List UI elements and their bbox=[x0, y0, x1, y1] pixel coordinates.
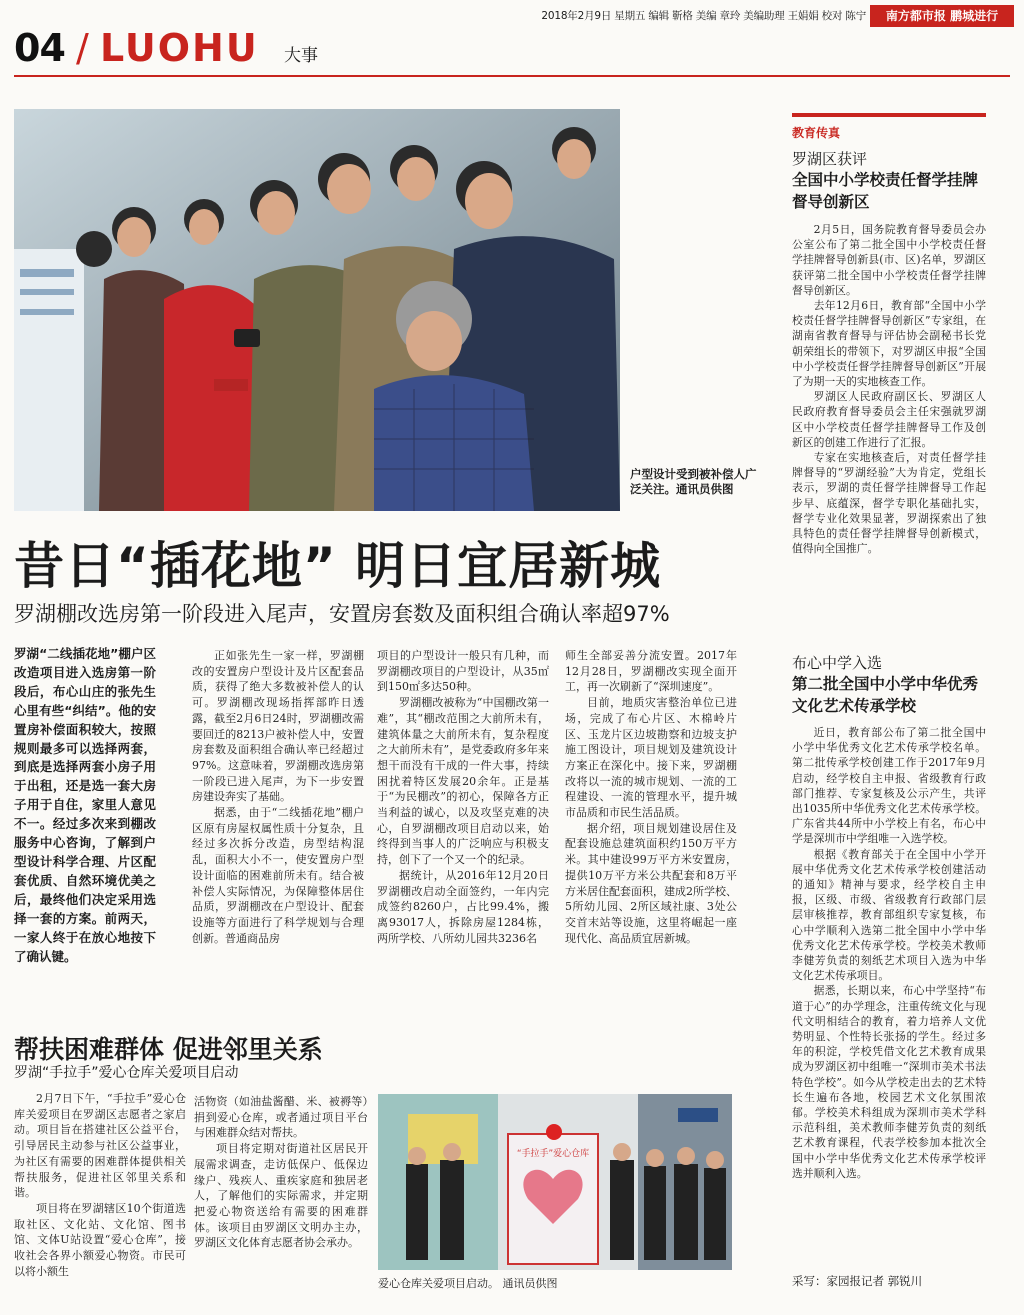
second-story-headline: 帮扶困难群体 促进邻里关系 bbox=[14, 1035, 323, 1064]
paragraph: 罗湖棚改被称为“中国棚改第一难”，其“棚改范围之大前所未有，建筑体量之大前所未有，复杂程度之大前所未有”，是党委政府多年来想干而没有干成的一件大事，持续困扰着特区发展20余年。正是基于“为民棚改”的初心，保障各方正当利益的诚心，以及攻坚克难的决心，自罗湖棚改项目启动以来，始终得到当事人的广泛响应与积极支持，创下了一个又一个的纪录。 bbox=[377, 696, 549, 867]
sidebar-item2-body bbox=[792, 725, 986, 1181]
article-column-3 bbox=[565, 648, 737, 946]
main-subheadline: 罗湖棚改选房第一阶段进入尾声，安置房套数及面积组合确认率超97% bbox=[14, 602, 670, 626]
paragraph: 正如张先生一家一样，罗湖棚改的安置房户型设计及片区配套品质，获得了绝大多数被补偿人的认可。罗湖棚改现场指挥部昨日透露，截至2月6日24时，罗湖棚改需要回迁的8213户被补偿人中，安置房套数及面积组合确认率已经超过97%。这意味着，罗湖棚改选房第一阶段已进入尾声，为下一步安置房建设奔实了基础。 bbox=[192, 649, 364, 804]
paragraph: 根据《教育部关于在全国中小学开展中华优秀文化艺术传承学校创建活动的通知》精神与要求，经学校自主申报，区级、市级、省级教育行政部门层层审核推荐，教育部组织专家复核，布心中学顺利入选第二批全国中小学中华优秀文化艺术传承学校。学校美术教师李健芳负责的刻纸艺术项目入选为中华文化艺术传承项目。 bbox=[792, 847, 986, 983]
second-story-column-1 bbox=[14, 1091, 186, 1279]
sidebar-item2-pretitle: 布心中学入选 bbox=[792, 654, 883, 672]
paragraph: 项目的户型设计一般只有几种，而罗湖棚改项目的户型设计，从35㎡到150㎡多达50种。 bbox=[377, 649, 549, 694]
main-photo bbox=[14, 109, 620, 511]
paragraph: 项目将定期对街道社区居民开展需求调查，走访低保户、低保边缘户、残疾人、重疾家庭和独居老人，了解他们的实际需求，并定期把爱心物资送给有需要的困难群体。该项目由罗湖区文明办主办，罗湖区文化体育志愿者协会承办。 bbox=[194, 1142, 368, 1250]
paragraph: 据悉，由于“二线插花地”棚户区原有房屋权属性质十分复杂，且经过多次拆分改造，房型结构混乱，面积大小不一，使安置房户型设计面临的困难前所未有。结合被补偿人实际情况，为保障整体居住品质，罗湖棚改在户型设计、配套设施等方面进行了科学规划与合理创新。普通商品房 bbox=[192, 806, 364, 945]
header-rule bbox=[14, 75, 1010, 77]
main-photo-caption: 户型设计受到被补偿人广泛关注。通讯员供图 bbox=[630, 467, 757, 496]
page-number: 04 bbox=[14, 26, 65, 70]
sidebar-item1-body bbox=[792, 222, 986, 556]
sidebar-item2-title: 第二批全国中小学中华优秀文化艺术传承学校 bbox=[792, 675, 979, 715]
sidebar-byline: 采写：家园报记者 郭锐川 bbox=[792, 1274, 923, 1288]
paragraph: 罗湖区人民政府副区长、罗湖区人民政府教育督导委员会主任宋强就罗湖区中小学校责任督学挂牌督导工作及创新区的创建工作进行了汇报。 bbox=[792, 390, 986, 449]
event-photo-caption: 爱心仓库关爱项目启动。 通讯员供图 bbox=[378, 1277, 558, 1290]
paragraph: 据介绍，项目规划建设居住及配套设施总建筑面积约150万平方米。其中建设99万平方米安置房，提供10万平方米公共配套和8万平方米居住配套面积，建成2所学校、5所幼儿园、2所区域社康、3处公交首末站等设施，这里将崛起一座现代化、高品质宜居新城。 bbox=[565, 821, 737, 945]
paragraph: 活物资（如油盐酱醋、米、被褥等）捐到爱心仓库，或者通过项目平台与困难群众结对帮扶。 bbox=[194, 1095, 368, 1140]
section-name: LUOHU bbox=[100, 26, 259, 70]
event-photo bbox=[378, 1094, 732, 1270]
paragraph: 专家在实地核查后，对责任督学挂牌督导的“罗湖经验”大为肯定，党组长表示，罗湖的责任督学挂牌督导工作起步早、底蕴深，督学专职化基础扎实，督学专业化效果显著，罗湖探索出了独具特色的责任督学挂牌督导创新模式，值得向全国推广。 bbox=[792, 451, 986, 556]
header-meta: 2018年2月9日 星期五 编辑 靳格 美编 章玲 美编助理 王娟娟 校对 陈宁 bbox=[541, 10, 866, 22]
page-slash: / bbox=[76, 26, 89, 70]
sidebar-rule bbox=[792, 113, 986, 117]
ceremony-photo-illustration bbox=[378, 1094, 732, 1270]
section-subtitle: 大事 bbox=[284, 46, 318, 66]
paragraph: 据统计，从2016年12月20日罗湖棚改启动全面签约，一年内完成签约8260户，占比99.4%，搬离93017人，拆除房屋1284栋，两所学校、八所幼儿园共3236名 bbox=[377, 868, 549, 945]
second-story-column-2 bbox=[194, 1094, 368, 1251]
article-column-2 bbox=[377, 648, 549, 946]
paragraph: 2月5日，国务院教育督导委员会办公室公布了第二批全国中小学校责任督学挂牌督导创新县(市、区)名单，罗湖区获评第二批全国中小学校责任督学挂牌督导创新区。 bbox=[792, 223, 986, 297]
newspaper-logo: 南方都市报 鹏城进行 bbox=[870, 5, 1014, 27]
paragraph: 近日，教育部公布了第二批全国中小学中华优秀文化艺术传承学校名单。第二批传承学校创建工作于2017年9月启动，经学校自主申报、省级教育行政部门推荐、专家复核及公示产生，共评出1035所中华优秀文化艺术传承学校。广东省共44所中小学校上有名，布心中学是深圳市中学组唯一入选学校。 bbox=[792, 726, 986, 846]
lead-paragraph: 罗湖“二线插花地”棚户区改造项目进入选房第一阶段后，布心山庄的张先生心里有些“纠结”。他的安置房补偿面积较大，按照规则最多可以选择两套，到底是选择两套小房子用于出租，还是选一套大房子用于自住，家里人意见不一。经过多次来到棚改服务中心咨询，了解到户型设计科学合理、片区配套优质、自然环境优美之后，最终他们决定采用选择一套的方案。前两天，一家人终于在放心地按下了确认键。 bbox=[14, 646, 156, 964]
second-story-subheadline: 罗湖“手拉手”爱心仓库关爱项目启动 bbox=[14, 1065, 239, 1081]
article-column-1 bbox=[192, 648, 364, 946]
paragraph: 去年12月6日，教育部“全国中小学校责任督学挂牌督导创新区”专家组，在湖南省教育督导与评估协会副秘书长党朝荣组长的带领下，对罗湖区申报“全国中小学校责任督学挂牌督导创新区”开展了为期一天的实地核查工作。 bbox=[792, 299, 986, 389]
sidebar-item1-pretitle: 罗湖区获评 bbox=[792, 150, 868, 168]
sidebar-item1-title: 全国中小学校责任督学挂牌督导创新区 bbox=[792, 171, 979, 211]
sidebar-kicker: 教育传真 bbox=[792, 126, 841, 140]
event-sign-text: “手拉手”爱心仓库 bbox=[516, 1149, 590, 1159]
crowd-photo-illustration bbox=[14, 109, 620, 511]
paragraph: 据悉，长期以来，布心中学坚持“布道于心”的办学理念，注重传统文化与现代文明相结合的教育，着力培养人文优势明显、个性特长张扬的学生。经过多年的积淀，学校凭借文化艺术教育成果成为罗湖区初中组唯一“深圳市美术书法特色学校”。如今从学校走出去的艺术特长生遍布各地，校园艺术文化氛围浓郁。学校美术科组成为深圳市美术学科示范科组，美术教师李健芳负责的刻纸艺术教育课程，代表学校参加本批次全国中小学中华优秀文化艺术传承学校评选并顺利入选。 bbox=[792, 984, 986, 1180]
main-headline: 昔日“插花地” 明日宜居新城 bbox=[14, 537, 662, 595]
paragraph: 目前，地质灾害整治单位已进场，完成了布心片区、木棉岭片区、玉龙片区边坡勘察和边坡支护施工图设计，项目规划及建筑设计方案正在深化中。接下来，罗湖棚改将以一流的城市规划、一流的工程建设、一流的管理水平，提升城市品质和市民生活品质。 bbox=[565, 696, 737, 820]
paragraph: 2月7日下午，“手拉手”爱心仓库关爱项目在罗湖区志愿者之家启动。项目旨在搭建社区公益平台，引导居民主动参与社区公益事业，为社区有需要的困难群体提供相关帮扶服务，促进社区邻里关系和谐。 bbox=[14, 1092, 186, 1200]
paragraph: 师生全部妥善分流安置。2017年12月28日，罗湖棚改实现全面开工，再一次刷新了“深圳速度”。 bbox=[565, 649, 737, 694]
paragraph: 项目将在罗湖辖区10个街道选取社区、文化站、文化馆、图书馆、文体U站设置“爱心仓库”，接收社会各界小额爱心物资。市民可以将小额生 bbox=[14, 1201, 186, 1278]
